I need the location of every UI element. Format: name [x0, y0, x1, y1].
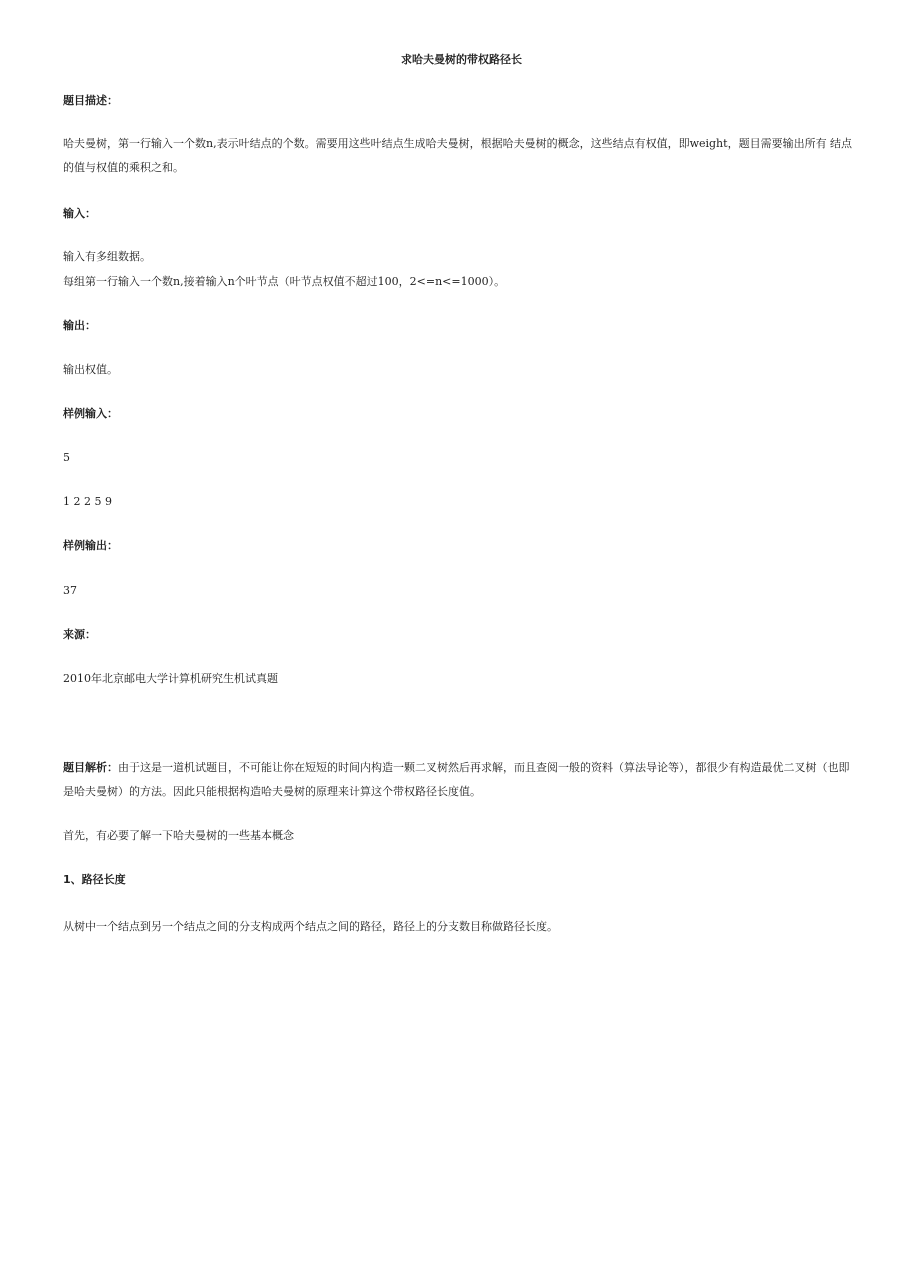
- output-heading: 输出：: [63, 319, 96, 332]
- input-heading: 输入：: [63, 207, 96, 220]
- description-text: 哈夫曼树，第一行输入一个数n,表示叶结点的个数。需要用这些叶结点生成哈夫曼树，根据哈夫曼树的概念，这些结点有权值，即weight，题目需要输出所有 结点的值与权值的乘积之和。: [63, 137, 853, 174]
- sample-output-text: 37: [63, 584, 77, 597]
- description-heading: 题目描述：: [63, 94, 118, 107]
- analysis-text: 由于这是一道机试题目，不可能让你在短短的时间内构造一颗二叉树然后再求解，而且查阅一般的资料（算法导论等），都很少有构造最优二叉树（也即是哈夫曼树）的方法。因此只能根据构造哈夫曼树的原理来计算这个带权路径长度值。: [63, 761, 850, 798]
- sample-output-heading: 样例输出：: [63, 539, 118, 552]
- sample-input-line-2: 1 2 2 5 9: [63, 495, 112, 508]
- concepts-intro: 首先，有必要了解一下哈夫曼树的一些基本概念: [63, 829, 294, 842]
- document-title: 求哈夫曼树的带权路径长: [401, 53, 522, 66]
- sample-input-line-1: 5: [63, 451, 70, 464]
- output-text: 输出权值。: [63, 363, 118, 376]
- source-heading: 来源：: [63, 628, 96, 641]
- input-text-line-2: 每组第一行输入一个数n,接着输入n个叶节点（叶节点权值不超过100，2<=n<=1000）。: [63, 275, 506, 288]
- concept-path-length-text: 从树中一个结点到另一个结点之间的分支构成两个结点之间的路径，路径上的分支数目称做路径长度。: [63, 920, 558, 933]
- analysis-lead: 题目解析：: [63, 761, 118, 774]
- source-text: 2010年北京邮电大学计算机研究生机试真题: [63, 672, 278, 685]
- concept-path-length-heading: 1、路径长度: [63, 873, 126, 886]
- input-text-line-1: 输入有多组数据。: [63, 250, 151, 263]
- sample-input-heading: 样例输入：: [63, 407, 118, 420]
- analysis-paragraph: [63, 756, 860, 804]
